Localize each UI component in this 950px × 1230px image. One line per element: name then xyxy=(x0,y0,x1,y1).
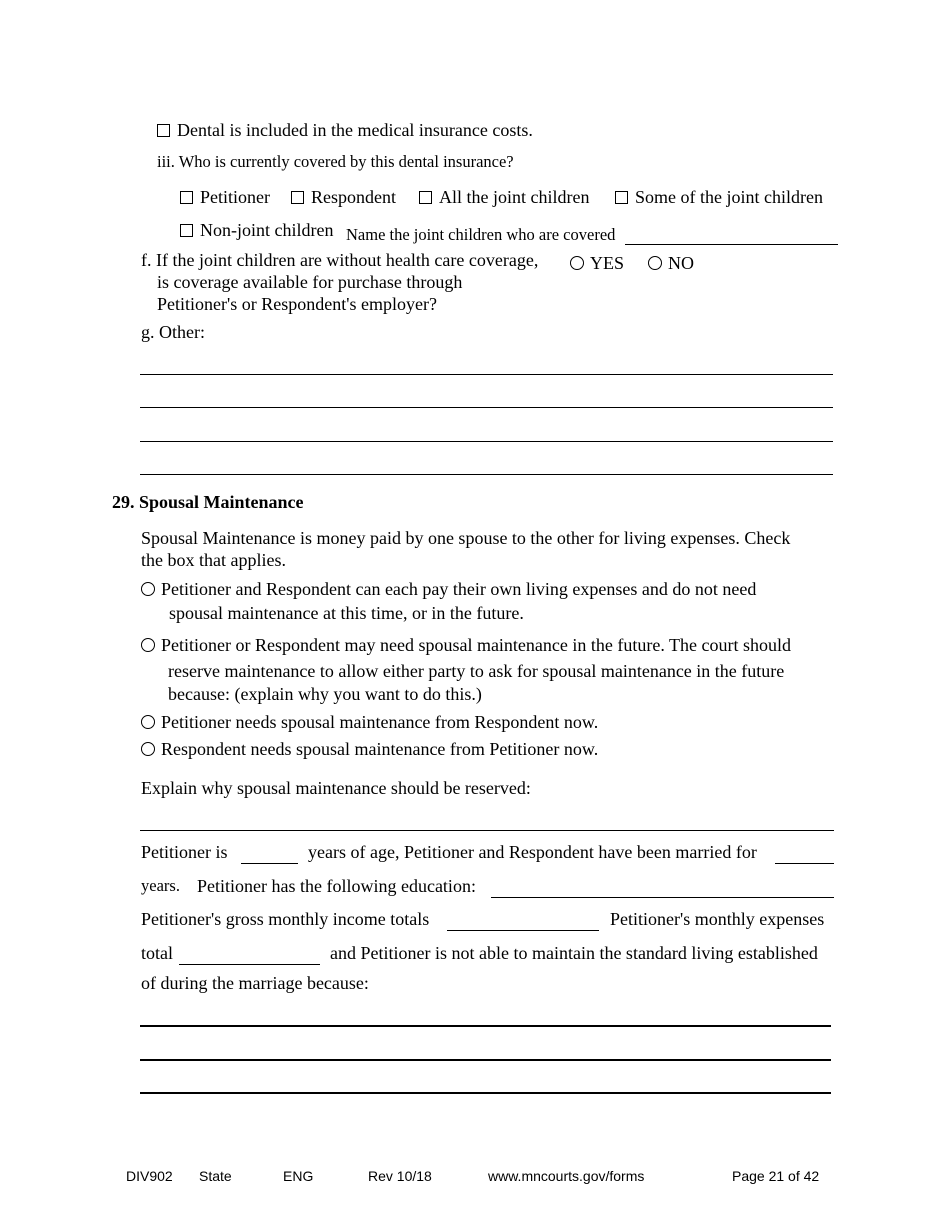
education-field[interactable] xyxy=(491,897,834,898)
item-f-line1: f. If the joint children are without health care coverage, xyxy=(141,250,539,270)
option-3[interactable] xyxy=(141,712,598,733)
no-label: NO xyxy=(668,253,694,273)
option-4-radio[interactable] xyxy=(141,742,155,756)
dental-included-checkbox[interactable] xyxy=(157,124,170,137)
covered-all-joint[interactable] xyxy=(419,187,589,208)
nonjoint-label: Non-joint children xyxy=(200,220,334,240)
years-of-age-label: years of age, Petitioner and Respondent have been married for xyxy=(308,842,757,862)
option-2-line1: Petitioner or Respondent may need spousal maintenance in the future. The court should xyxy=(161,635,792,655)
option-2-line2: reserve maintenance to allow either party to ask for spousal maintenance in the future xyxy=(168,661,785,681)
other-line-3[interactable] xyxy=(140,441,833,442)
footer-lang: ENG xyxy=(283,1168,314,1184)
not-able-label: and Petitioner is not able to maintain the standard living established xyxy=(330,943,818,963)
gross-income-field[interactable] xyxy=(447,930,599,931)
all-joint-label: All the joint children xyxy=(439,187,590,207)
covered-respondent[interactable] xyxy=(291,187,396,208)
monthly-expenses-label: Petitioner's monthly expenses xyxy=(610,909,825,929)
because-line-3[interactable] xyxy=(140,1092,831,1094)
item-g-label: g. Other: xyxy=(141,322,205,342)
during-marriage-label: of during the marriage because: xyxy=(141,973,369,993)
footer-form-id: DIV902 xyxy=(126,1168,173,1184)
other-line-4[interactable] xyxy=(140,474,833,475)
nonjoint-checkbox[interactable] xyxy=(180,224,193,237)
footer-url[interactable]: www.mncourts.gov/forms xyxy=(488,1168,645,1184)
petitioner-label: Petitioner xyxy=(200,187,270,207)
other-line-2[interactable] xyxy=(140,407,833,408)
option-2-radio[interactable] xyxy=(141,638,155,652)
respondent-label: Respondent xyxy=(311,187,396,207)
option-2[interactable] xyxy=(141,635,791,656)
question-iii: iii. Who is currently covered by this dental insurance? xyxy=(157,152,514,171)
option-1-line2: spousal maintenance at this time, or in the future. xyxy=(169,603,524,623)
all-joint-checkbox[interactable] xyxy=(419,191,432,204)
respondent-checkbox[interactable] xyxy=(291,191,304,204)
age-field[interactable] xyxy=(241,863,298,864)
option-3-radio[interactable] xyxy=(141,715,155,729)
item-f-line3: Petitioner's or Respondent's employer? xyxy=(157,294,437,314)
footer-state: State xyxy=(199,1168,232,1184)
total-field[interactable] xyxy=(179,964,320,965)
covered-some-joint[interactable] xyxy=(615,187,823,208)
because-line-1[interactable] xyxy=(140,1025,831,1027)
explain-label: Explain why spousal maintenance should be reserved: xyxy=(141,778,531,798)
dental-included-row xyxy=(157,120,533,141)
option-1-line1: Petitioner and Respondent can each pay their own living expenses and do not need xyxy=(161,579,757,599)
some-joint-checkbox[interactable] xyxy=(615,191,628,204)
section-29-intro-2: the box that applies. xyxy=(141,550,286,570)
years-label: years. xyxy=(141,876,180,895)
married-years-field[interactable] xyxy=(775,863,834,864)
item-f-yes[interactable] xyxy=(570,253,624,274)
total-label: total xyxy=(141,943,173,963)
yes-label: YES xyxy=(590,253,625,273)
dental-included-label: Dental is included in the medical insurance costs. xyxy=(177,120,533,140)
covered-nonjoint[interactable] xyxy=(180,220,333,241)
explain-line[interactable] xyxy=(140,830,834,831)
item-f-line2: is coverage available for purchase through xyxy=(157,272,463,292)
footer-page: Page 21 of 42 xyxy=(732,1168,820,1184)
footer-rev: Rev 10/18 xyxy=(368,1168,432,1184)
no-radio[interactable] xyxy=(648,256,662,270)
yes-radio[interactable] xyxy=(570,256,584,270)
because-line-2[interactable] xyxy=(140,1059,831,1061)
some-joint-label: Some of the joint children xyxy=(635,187,823,207)
option-4[interactable] xyxy=(141,739,598,760)
other-line-1[interactable] xyxy=(140,374,833,375)
item-f-no[interactable] xyxy=(648,253,694,274)
option-3-label: Petitioner needs spousal maintenance from Respondent now. xyxy=(161,712,599,732)
option-1[interactable] xyxy=(141,579,756,600)
education-label: Petitioner has the following education: xyxy=(197,876,476,896)
option-1-radio[interactable] xyxy=(141,582,155,596)
section-29-intro-1: Spousal Maintenance is money paid by one spouse to the other for living expenses. Check xyxy=(141,528,791,548)
gross-income-label: Petitioner's gross monthly income totals xyxy=(141,909,430,929)
covered-petitioner[interactable] xyxy=(180,187,270,208)
petitioner-checkbox[interactable] xyxy=(180,191,193,204)
petitioner-is-label: Petitioner is xyxy=(141,842,228,862)
section-29-heading: 29. Spousal Maintenance xyxy=(112,492,304,512)
option-4-label: Respondent needs spousal maintenance from Petitioner now. xyxy=(161,739,599,759)
name-covered-field[interactable] xyxy=(625,244,838,245)
option-2-line3: because: (explain why you want to do this.) xyxy=(168,684,482,704)
name-covered-label: Name the joint children who are covered xyxy=(346,225,616,244)
